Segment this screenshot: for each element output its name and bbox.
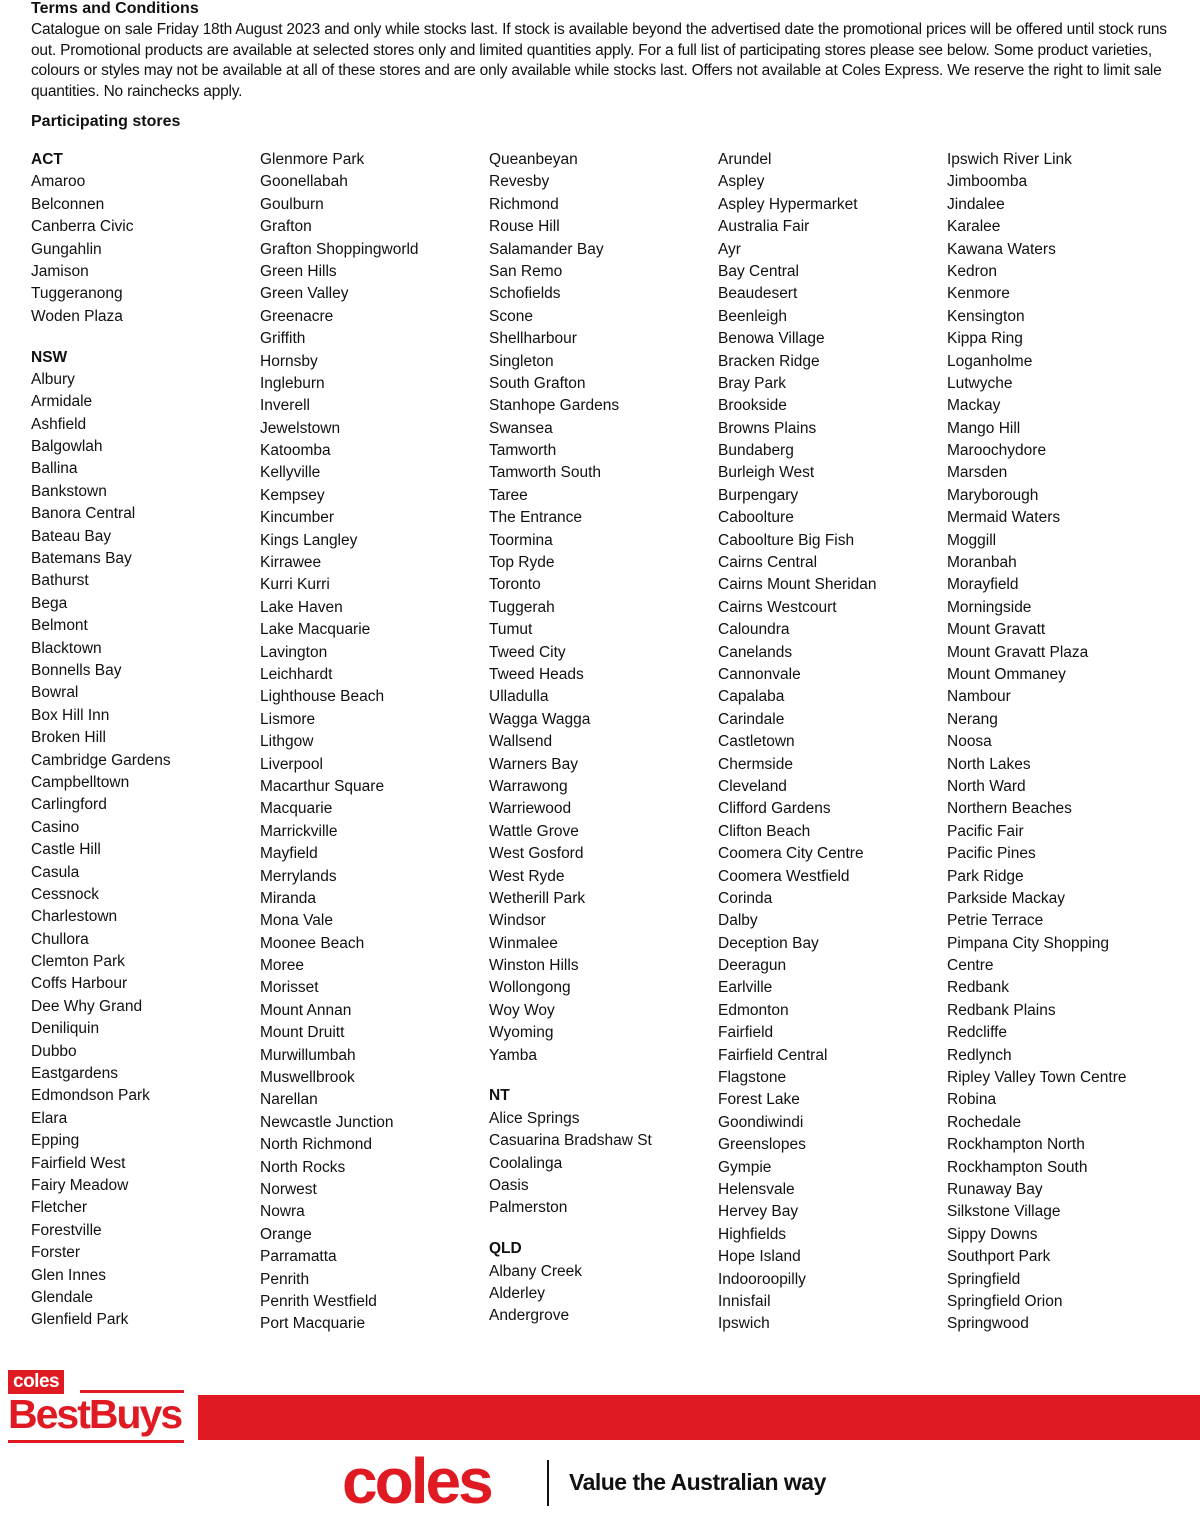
store-name: Mermaid Waters: [947, 509, 1061, 527]
store-name: Ashfield: [31, 415, 87, 433]
store-name: Tamworth South: [489, 464, 601, 482]
store-name: Katoomba: [260, 442, 331, 460]
store-name: Glendale: [31, 1288, 94, 1306]
store-name: Lutwyche: [947, 374, 1013, 392]
store-name: Tweed Heads: [489, 665, 584, 683]
store-name: Scone: [489, 307, 533, 325]
store-name: Silkstone Village: [947, 1203, 1061, 1221]
store-name: Fairfield Central: [718, 1046, 828, 1064]
store-name: Jimboomba: [947, 173, 1028, 191]
store-name: Bathurst: [31, 572, 89, 590]
store-name: Bay Central: [718, 262, 799, 280]
store-name: Albany Creek: [489, 1262, 583, 1280]
store-name: West Ryde: [489, 867, 565, 885]
store-name: Corinda: [718, 889, 773, 907]
store-name: Windsor: [489, 912, 546, 930]
store-name: Marrickville: [260, 822, 338, 840]
store-name: Nambour: [947, 688, 1011, 706]
store-name: Tamworth: [489, 442, 557, 460]
store-name: Jindalee: [947, 195, 1005, 213]
store-name: Macquarie: [260, 800, 333, 818]
store-name: Canberra Civic: [31, 218, 134, 236]
store-name: Bonnells Bay: [31, 661, 122, 679]
store-name: Penrith Westfield: [260, 1292, 377, 1310]
state-heading: ACT: [31, 151, 63, 168]
store-name: Kedron: [947, 262, 997, 280]
store-name: South Grafton: [489, 374, 586, 392]
store-name: Cambridge Gardens: [31, 751, 171, 769]
store-name: Green Valley: [260, 285, 349, 303]
store-name: Winston Hills: [489, 957, 579, 975]
store-name: Batemans Bay: [31, 550, 132, 568]
store-name: Green Hills: [260, 262, 337, 280]
store-name: Macarthur Square: [260, 777, 385, 795]
store-name: Dee Why Grand: [31, 997, 143, 1015]
logo-underline: [8, 1440, 184, 1443]
store-name: Fairy Meadow: [31, 1176, 129, 1194]
store-name: Cairns Westcourt: [718, 598, 837, 616]
store-name: Morningside: [947, 598, 1032, 616]
store-name: Mango Hill: [947, 419, 1021, 437]
store-column-1: [31, 149, 251, 1332]
store-name: Tweed City: [489, 643, 566, 661]
store-name: North Rocks: [260, 1158, 346, 1176]
footer-divider: [547, 1460, 549, 1506]
store-name: Lake Macquarie: [260, 621, 371, 639]
store-name: Woy Woy: [489, 1001, 555, 1019]
store-name: Dubbo: [31, 1042, 77, 1060]
store-name: Balgowlah: [31, 438, 103, 456]
store-name: Hornsby: [260, 352, 318, 370]
store-name: Nerang: [947, 710, 998, 728]
store-name: Aspley: [718, 173, 765, 191]
store-name: Helensvale: [718, 1180, 795, 1198]
store-name: Jewelstown: [260, 419, 341, 437]
store-name: North Richmond: [260, 1136, 372, 1154]
store-name: Kings Langley: [260, 531, 358, 549]
store-name: Beenleigh: [718, 307, 787, 325]
store-name: Mount Gravatt Plaza: [947, 643, 1089, 661]
store-name: Kurri Kurri: [260, 576, 330, 594]
state-heading: NT: [489, 1087, 510, 1105]
store-name: Chermside: [718, 755, 793, 773]
terms-title: Terms and Conditions: [31, 0, 199, 17]
store-column-3: [489, 149, 709, 1328]
store-name: Armidale: [31, 393, 93, 411]
store-name: Caloundra: [718, 621, 790, 639]
store-name: West Gosford: [489, 845, 584, 863]
store-name: Parramatta: [260, 1248, 337, 1266]
store-name: Lake Haven: [260, 598, 343, 616]
store-name: Bracken Ridge: [718, 352, 820, 370]
store-name: Park Ridge: [947, 867, 1024, 885]
store-name: Canelands: [718, 643, 793, 661]
store-name: Cleveland: [718, 777, 787, 795]
store-name: Eastgardens: [31, 1065, 119, 1083]
store-name: Northern Beaches: [947, 800, 1072, 818]
store-name: Warrawong: [489, 777, 568, 795]
store-name: Indooroopilly: [718, 1270, 806, 1288]
store-name: Flagstone: [718, 1069, 787, 1087]
store-name: Casuarina Bradshaw St: [489, 1132, 652, 1150]
store-name: Schofields: [489, 285, 561, 303]
store-name: Castletown: [718, 733, 795, 751]
store-name: Cairns Mount Sheridan: [718, 576, 877, 594]
store-name: Maryborough: [947, 486, 1039, 504]
store-name: Kawana Waters: [947, 240, 1056, 258]
store-name: Grafton Shoppingworld: [260, 240, 419, 258]
store-name: Bowral: [31, 684, 79, 702]
store-name: Caboolture: [718, 509, 794, 527]
store-name: Rockhampton North: [947, 1136, 1085, 1154]
store-column-4: [718, 149, 938, 1336]
store-name: Blacktown: [31, 639, 102, 657]
store-name: Wollongong: [489, 979, 571, 997]
store-name: Moggill: [947, 531, 997, 549]
store-name: Deniliquin: [31, 1020, 100, 1038]
store-name: Queanbeyan: [489, 151, 578, 168]
store-name: Burleigh West: [718, 464, 815, 482]
store-name: Elara: [31, 1109, 68, 1127]
store-name: The Entrance: [489, 509, 583, 527]
store-name: Innisfail: [718, 1292, 771, 1310]
store-name: Kincumber: [260, 509, 335, 527]
store-name: Bray Park: [718, 374, 787, 392]
tagline: Value the Australian way: [569, 1469, 826, 1495]
store-name: Stanhope Gardens: [489, 397, 620, 415]
store-name: Wetherill Park: [489, 889, 586, 907]
store-name: Alderley: [489, 1284, 545, 1302]
store-name: Lismore: [260, 710, 316, 728]
store-name: Cannonvale: [718, 665, 801, 683]
store-name: Mount Druitt: [260, 1024, 345, 1042]
store-name: Lighthouse Beach: [260, 688, 385, 706]
store-name: Goonellabah: [260, 173, 348, 191]
store-name: Penrith: [260, 1270, 310, 1288]
store-name: Amaroo: [31, 173, 86, 191]
store-name: Bega: [31, 594, 68, 612]
store-name: Marsden: [947, 464, 1008, 482]
store-name: Orange: [260, 1225, 312, 1243]
store-name: Australia Fair: [718, 218, 810, 236]
store-name: Ipswich: [718, 1315, 770, 1333]
store-name: Fairfield West: [31, 1154, 126, 1172]
store-name: Robina: [947, 1091, 997, 1109]
store-name: Leichhardt: [260, 665, 333, 683]
coles-footer-logo: coles: [342, 1445, 491, 1517]
store-name: Muswellbrook: [260, 1069, 355, 1087]
store-name: Mount Gravatt: [947, 621, 1046, 639]
section-spacer: [489, 1067, 709, 1085]
store-name: Chullora: [31, 930, 89, 948]
store-name: Moonee Beach: [260, 934, 365, 952]
store-name: Miranda: [260, 889, 316, 907]
store-name: Dalby: [718, 912, 758, 930]
store-name: Gungahlin: [31, 240, 102, 258]
store-name: Glenfield Park: [31, 1311, 129, 1329]
store-name: Clifton Beach: [718, 822, 811, 840]
store-name: Kellyville: [260, 464, 321, 482]
store-name: Wattle Grove: [489, 822, 579, 840]
store-name: Rockhampton South: [947, 1158, 1088, 1176]
store-name: Casino: [31, 818, 80, 836]
store-name: Brookside: [718, 397, 787, 415]
store-name: Caboolture Big Fish: [718, 531, 855, 549]
store-name: Nowra: [260, 1203, 305, 1221]
store-name: Clemton Park: [31, 953, 125, 971]
store-name: Burpengary: [718, 486, 799, 504]
store-name: Highfields: [718, 1225, 787, 1243]
store-name: Springfield: [947, 1270, 1021, 1288]
store-name: Fletcher: [31, 1199, 87, 1217]
store-name: Maroochydore: [947, 442, 1047, 460]
store-name: Salamander Bay: [489, 240, 604, 258]
store-name: Top Ryde: [489, 554, 555, 572]
store-name: Oasis: [489, 1176, 529, 1194]
store-name: Forestville: [31, 1221, 102, 1239]
store-name: Karalee: [947, 218, 1001, 236]
store-name: Deeragun: [718, 957, 787, 975]
store-name: Parkside Mackay: [947, 889, 1066, 907]
store-name: Forest Lake: [718, 1091, 800, 1109]
section-spacer: [489, 1220, 709, 1238]
store-column-2: [260, 149, 480, 1336]
store-name: Moree: [260, 957, 304, 975]
store-name: Arundel: [718, 151, 772, 168]
store-name: Palmerston: [489, 1199, 568, 1217]
store-name: Pimpana City Shopping: [947, 934, 1109, 952]
store-name: Toronto: [489, 576, 541, 594]
coles-small-logo: coles: [8, 1370, 64, 1394]
store-name: Banora Central: [31, 505, 136, 523]
store-name: Rochedale: [947, 1113, 1022, 1131]
store-name: Cairns Central: [718, 554, 818, 572]
store-name: Rouse Hill: [489, 218, 560, 236]
store-name: Redbank Plains: [947, 1001, 1056, 1019]
terms-body: Catalogue on sale Friday 18th August 2023 and only while stocks last. If stock is available beyond the advertised date the promotional prices will be offered until stock runs out. Promotional products are available at selected stores only and limited quantities apply. For a full list of participating stores please see below. Some product varieties, colours or styles may not be available at all of these stores and are only available while stocks last. Offers not available at Coles Express. We reserve the right to limit sale quantities. No rainchecks apply.: [31, 21, 1167, 100]
store-name: Tuggeranong: [31, 285, 123, 303]
store-name: Forster: [31, 1244, 81, 1262]
store-name: Kensington: [947, 307, 1025, 325]
red-banner: [198, 1395, 1200, 1440]
store-name: Edmonton: [718, 1001, 789, 1019]
store-name: Lavington: [260, 643, 328, 661]
store-name: Coffs Harbour: [31, 975, 128, 993]
store-name: Cessnock: [31, 885, 100, 903]
store-name: Alice Springs: [489, 1109, 580, 1127]
store-name: Edmondson Park: [31, 1087, 150, 1105]
store-name: Toormina: [489, 531, 553, 549]
store-name: Wagga Wagga: [489, 710, 591, 728]
store-name: Mayfield: [260, 845, 318, 863]
store-name: Mount Ommaney: [947, 665, 1066, 683]
store-name: Winmalee: [489, 934, 558, 952]
store-name: Charlestown: [31, 908, 118, 926]
store-name: Belmont: [31, 617, 88, 635]
store-name: Fairfield: [718, 1024, 774, 1042]
store-name: Centre: [947, 957, 994, 975]
coles-best-buys-logo: [8, 1370, 184, 1444]
store-name: Loganholme: [947, 352, 1033, 370]
store-name: Belconnen: [31, 195, 105, 213]
store-name: Box Hill Inn: [31, 706, 110, 724]
store-name: Deception Bay: [718, 934, 819, 952]
store-name: Capalaba: [718, 688, 785, 706]
store-name: Andergrove: [489, 1307, 570, 1325]
store-name: Casula: [31, 863, 80, 881]
state-heading: NSW: [31, 348, 68, 366]
store-name: Pacific Pines: [947, 845, 1036, 863]
store-name: Runaway Bay: [947, 1180, 1043, 1198]
store-name: Greenacre: [260, 307, 334, 325]
store-name: Petrie Terrace: [947, 912, 1044, 930]
store-name: North Lakes: [947, 755, 1031, 773]
store-name: Sippy Downs: [947, 1225, 1038, 1243]
store-name: Clifford Gardens: [718, 800, 831, 818]
store-name: Mona Vale: [260, 912, 333, 930]
store-name: Bateau Bay: [31, 527, 112, 545]
store-name: North Ward: [947, 777, 1026, 795]
store-name: Kempsey: [260, 486, 325, 504]
store-name: Redbank: [947, 979, 1010, 997]
store-name: Ulladulla: [489, 688, 549, 706]
store-name: Woden Plaza: [31, 307, 123, 325]
store-name: Wyoming: [489, 1024, 554, 1042]
store-name: Kippa Ring: [947, 330, 1023, 348]
store-name: Yamba: [489, 1046, 537, 1064]
store-name: Liverpool: [260, 755, 323, 773]
store-name: Morisset: [260, 979, 319, 997]
store-name: Benowa Village: [718, 330, 825, 348]
state-heading: QLD: [489, 1240, 522, 1258]
store-name: Mount Annan: [260, 1001, 352, 1019]
store-name: Ingleburn: [260, 374, 325, 392]
store-name: Warriewood: [489, 800, 572, 818]
store-name: Greenslopes: [718, 1136, 806, 1154]
store-name: Albury: [31, 370, 75, 388]
store-name: Tuggerah: [489, 598, 555, 616]
participating-stores-heading: Participating stores: [31, 113, 181, 130]
store-name: Redlynch: [947, 1046, 1012, 1064]
store-name: Mackay: [947, 397, 1001, 415]
store-name: Inverell: [260, 397, 310, 415]
store-name: Singleton: [489, 352, 554, 370]
store-name: Hope Island: [718, 1248, 801, 1266]
store-name: Hervey Bay: [718, 1203, 799, 1221]
store-name: Narellan: [260, 1091, 318, 1109]
store-name: Ayr: [718, 240, 741, 258]
best-buys-wordmark: BestBuys: [8, 1391, 182, 1437]
store-name: Revesby: [489, 173, 550, 191]
store-name: Carlingford: [31, 796, 107, 814]
store-name: Morayfield: [947, 576, 1019, 594]
store-name: Kirrawee: [260, 554, 322, 572]
store-name: Glenmore Park: [260, 151, 365, 168]
store-name: Warners Bay: [489, 755, 579, 773]
store-name: Shellharbour: [489, 330, 577, 348]
store-name: Griffith: [260, 330, 306, 348]
section-spacer: [31, 328, 251, 346]
store-name: Epping: [31, 1132, 80, 1150]
store-name: Port Macquarie: [260, 1315, 366, 1333]
store-name: Moranbah: [947, 554, 1017, 572]
store-name: Bundaberg: [718, 442, 794, 460]
store-name: Castle Hill: [31, 841, 101, 859]
store-name: Glen Innes: [31, 1266, 106, 1284]
store-name: Broken Hill: [31, 729, 106, 747]
store-column-5: [947, 149, 1167, 1336]
store-name: Kenmore: [947, 285, 1010, 303]
store-name: Norwest: [260, 1180, 317, 1198]
store-name: Earlville: [718, 979, 773, 997]
store-name: Gympie: [718, 1158, 772, 1176]
store-name: Beaudesert: [718, 285, 798, 303]
store-name: Aspley Hypermarket: [718, 195, 858, 213]
store-name: Richmond: [489, 195, 559, 213]
store-name: Bankstown: [31, 482, 107, 500]
store-name: Murwillumbah: [260, 1046, 356, 1064]
store-name: Lithgow: [260, 733, 314, 751]
store-name: Swansea: [489, 419, 553, 437]
store-name: Campbelltown: [31, 773, 130, 791]
store-name: Coolalinga: [489, 1154, 563, 1172]
store-name: Southport Park: [947, 1248, 1051, 1266]
store-name: Ballina: [31, 460, 78, 478]
store-name: Ipswich River Link: [947, 151, 1072, 168]
store-name: Taree: [489, 486, 528, 504]
store-name: Browns Plains: [718, 419, 817, 437]
store-name: Springwood: [947, 1315, 1029, 1333]
store-name: Coomera Westfield: [718, 867, 850, 885]
store-name: Goulburn: [260, 195, 324, 213]
store-name: Goondiwindi: [718, 1113, 804, 1131]
store-name: Wallsend: [489, 733, 553, 751]
store-name: Jamison: [31, 262, 89, 280]
store-name: San Remo: [489, 262, 563, 280]
store-name: Redcliffe: [947, 1024, 1008, 1042]
store-name: Pacific Fair: [947, 822, 1024, 840]
store-name: Springfield Orion: [947, 1292, 1063, 1310]
store-name: Merrylands: [260, 867, 337, 885]
store-name: Newcastle Junction: [260, 1113, 394, 1131]
store-name: Tumut: [489, 621, 533, 639]
store-name: Carindale: [718, 710, 785, 728]
store-name: Noosa: [947, 733, 992, 751]
store-name: Grafton: [260, 218, 312, 236]
store-name: Coomera City Centre: [718, 845, 864, 863]
store-name: Ripley Valley Town Centre: [947, 1069, 1127, 1087]
